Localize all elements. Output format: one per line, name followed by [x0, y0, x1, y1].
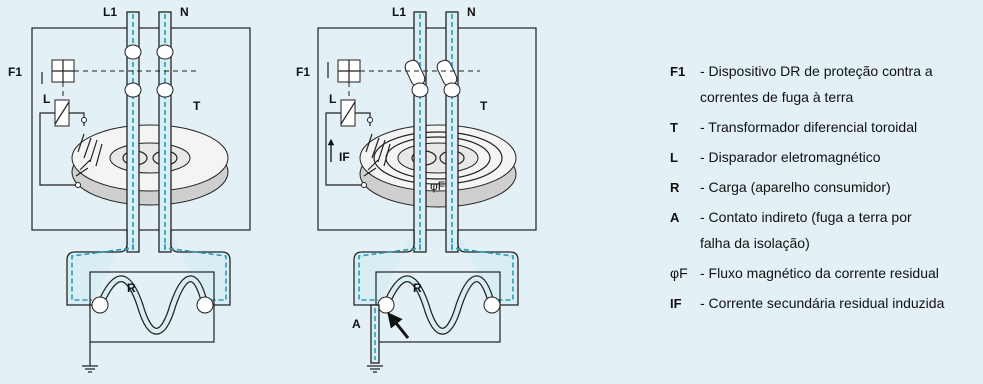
- legend: [670, 62, 980, 324]
- legend-text: - Contato indireto (fuga a terra por: [700, 209, 912, 225]
- right-circuit: [296, 5, 536, 372]
- left-ground-icon: [82, 366, 98, 372]
- legend-symbol: R: [670, 180, 680, 195]
- right-label-a: A: [352, 317, 361, 331]
- left-label-l1: L1: [103, 5, 118, 19]
- legend-text-cont: correntes de fuga à terra: [700, 89, 854, 105]
- legend-text: - Corrente secundária residual induzida: [700, 295, 945, 311]
- legend-symbol: L: [670, 150, 678, 165]
- right-toroid-hole: [398, 143, 478, 173]
- right-load-resistor: [386, 279, 492, 332]
- legend-symbol: φF: [670, 265, 688, 281]
- legend-symbol: IF: [670, 296, 682, 311]
- right-label-l: L: [329, 92, 337, 106]
- right-ground-icon: [367, 366, 383, 372]
- right-label-phi: φF: [430, 179, 446, 193]
- legend-item-r: [670, 178, 980, 197]
- legend-text: - Disparador eletromagnético: [700, 149, 881, 165]
- left-label-t: T: [193, 99, 201, 113]
- legend-symbol: F1: [670, 64, 686, 79]
- legend-item-a: [670, 208, 980, 227]
- right-label-f1: F1: [296, 65, 311, 79]
- legend-item-f1: [670, 62, 980, 81]
- right-label-l1: L1: [392, 5, 407, 19]
- left-label-n: N: [180, 5, 189, 19]
- legend-item-phi: [670, 264, 980, 283]
- left-contact-l1: [125, 45, 141, 59]
- right-label-if: IF: [339, 150, 350, 164]
- left-label-l: L: [43, 92, 51, 106]
- right-label-n: N: [467, 5, 476, 19]
- legend-item-l: [670, 148, 980, 167]
- legend-text: - Fluxo magnético da corrente residual: [700, 265, 939, 281]
- left-label-f1: F1: [8, 65, 23, 79]
- legend-item-if: [670, 294, 980, 313]
- legend-text: - Dispositivo DR de proteção contra a: [700, 63, 933, 79]
- legend-text: - Transformador diferencial toroidal: [700, 119, 918, 135]
- left-label-r: R: [127, 281, 136, 295]
- legend-symbol: A: [670, 210, 680, 225]
- right-fault-arrow: [392, 318, 408, 338]
- legend-text-cont: falha da isolação): [700, 235, 810, 251]
- left-load-resistor: [100, 279, 205, 332]
- left-contact-n: [157, 45, 173, 59]
- legend-symbol: T: [670, 120, 678, 135]
- legend-text: - Carga (aparelho consumidor): [700, 179, 891, 195]
- left-circuit: [8, 5, 250, 372]
- legend-item-t: [670, 118, 980, 137]
- right-label-r: R: [413, 281, 422, 295]
- right-label-t: T: [480, 99, 488, 113]
- left-toroid-hole: [110, 143, 190, 173]
